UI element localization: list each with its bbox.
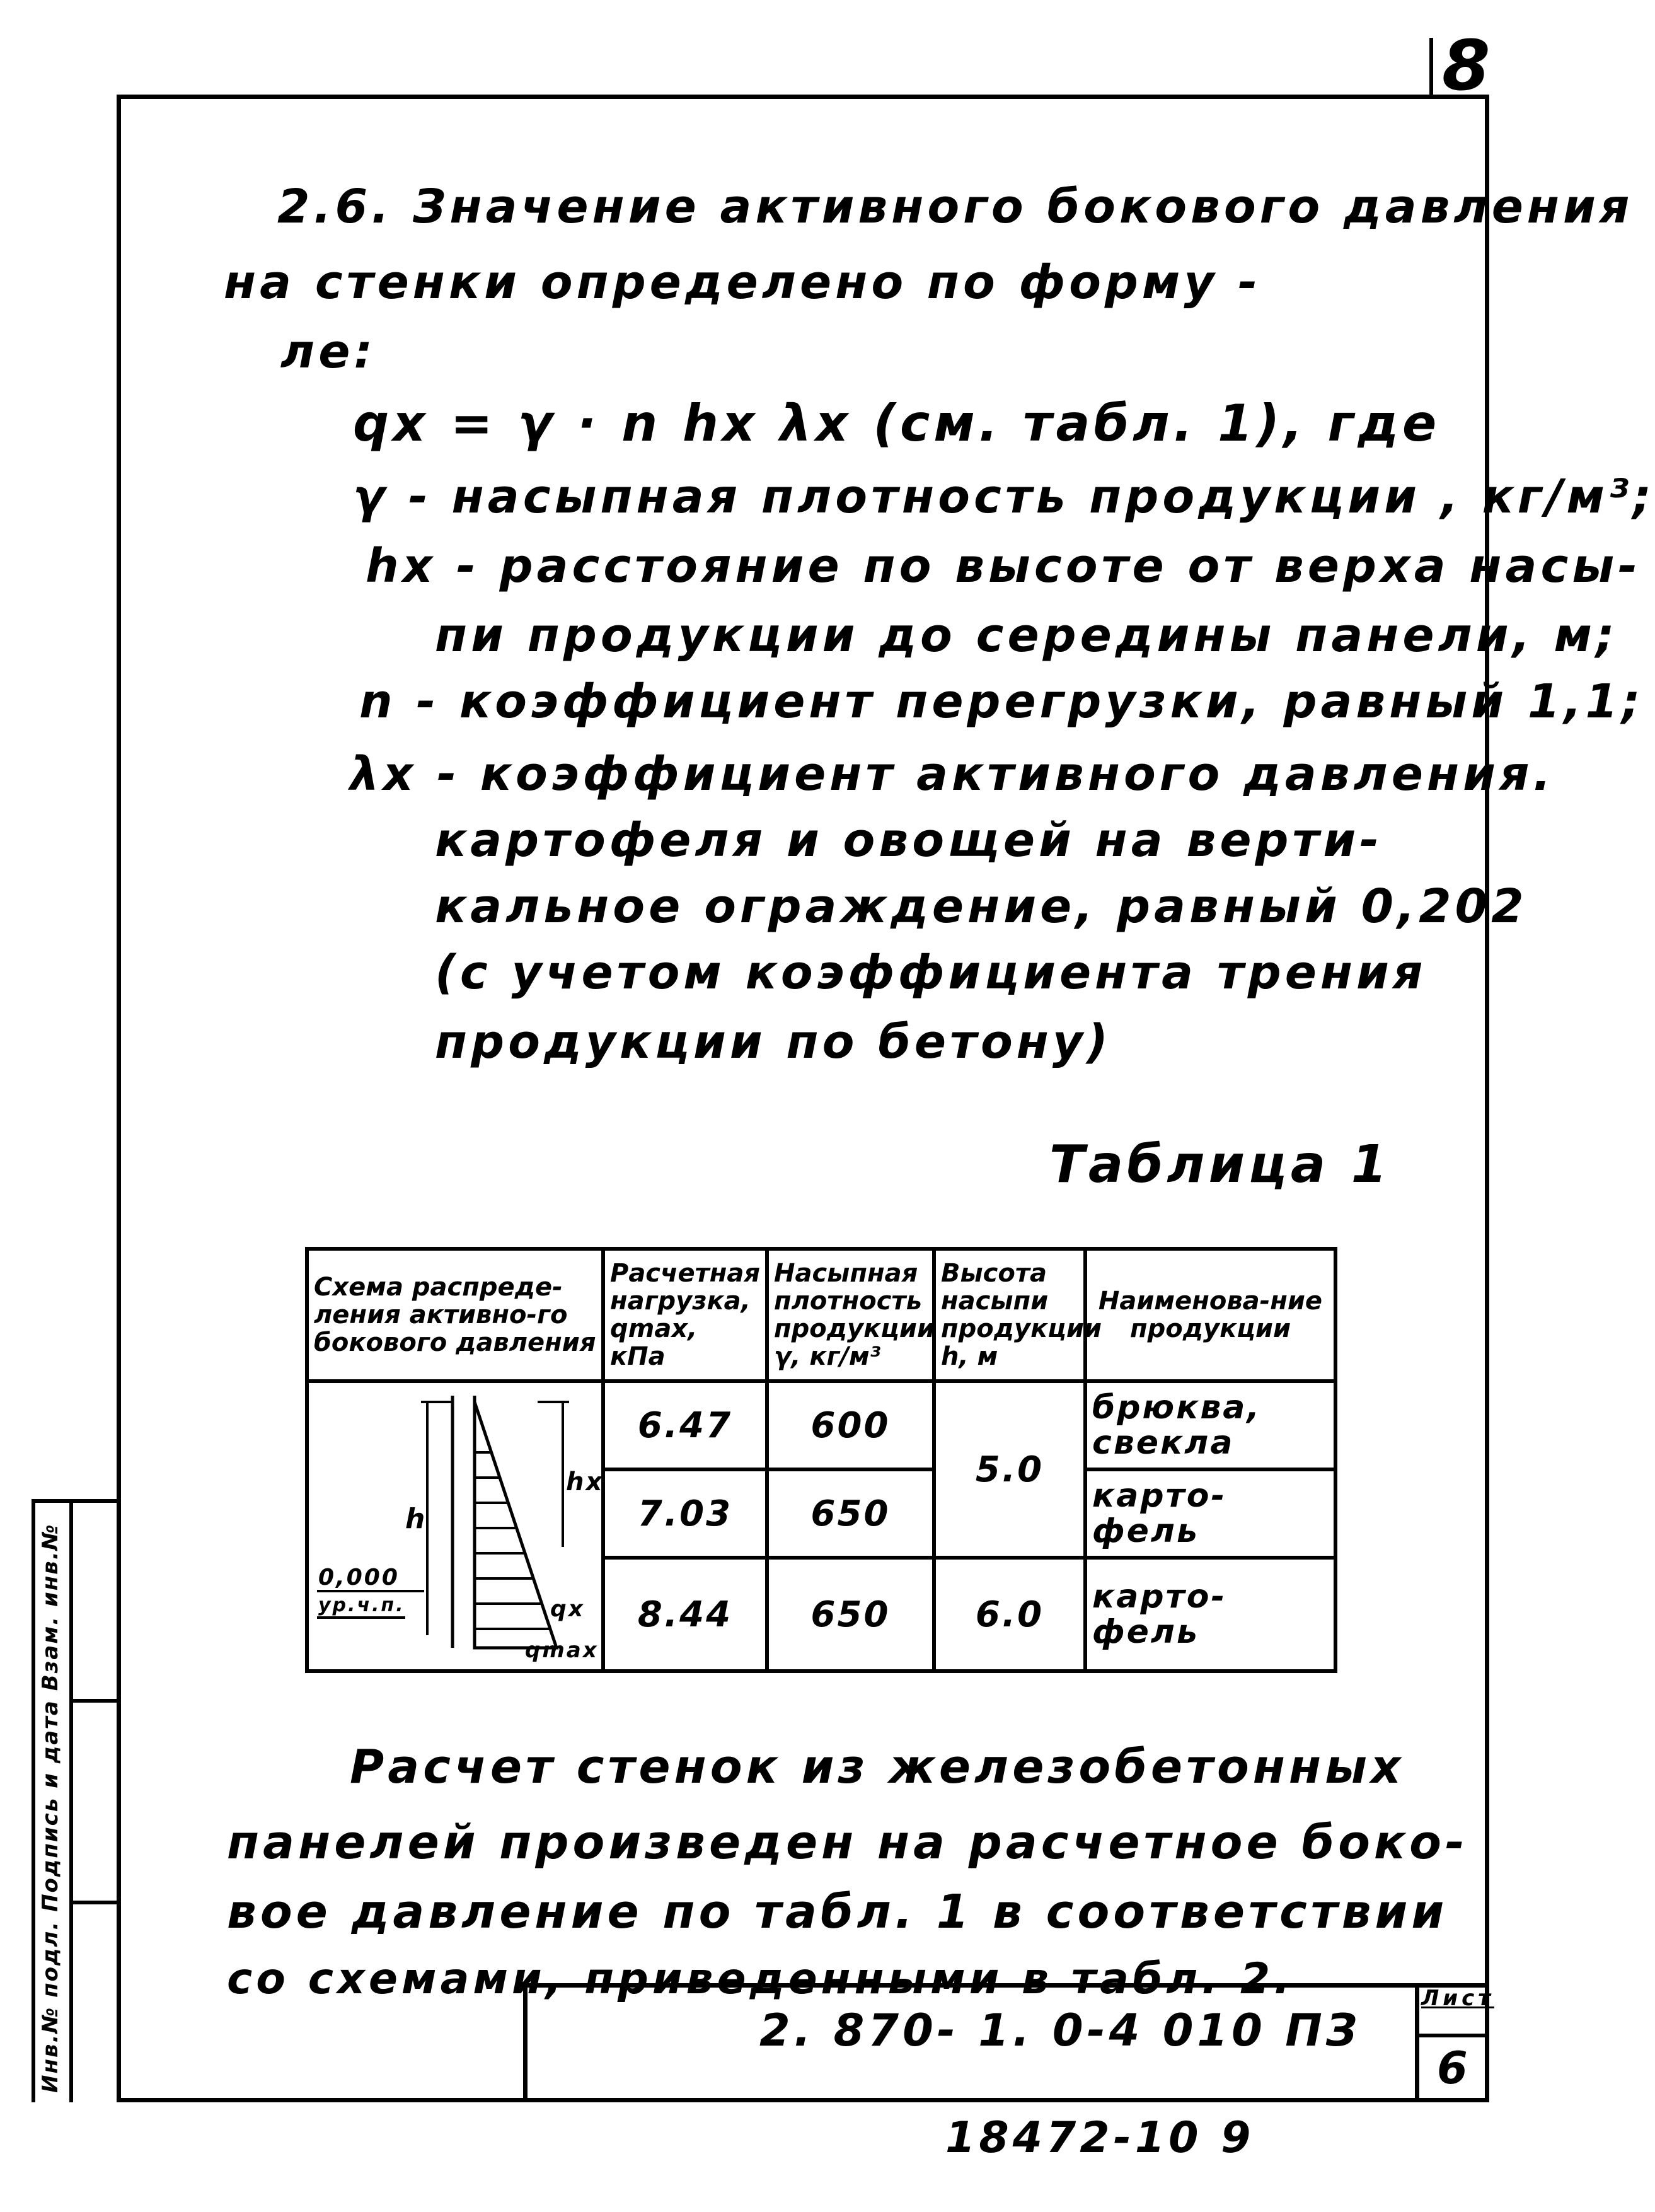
cell-density: 650 xyxy=(767,1558,934,1671)
diagram-label-level: 0,000 xyxy=(318,1565,400,1590)
definition-line: (с учетом коэффициента трения xyxy=(435,946,1427,1000)
paragraph1-line: ле: xyxy=(280,325,376,379)
diagram-label-hx: hx xyxy=(566,1468,604,1497)
side-strip-labels: Инв.№ подл. Подпись и дата Взам. инв.№ xyxy=(38,1523,63,2093)
table-header-row xyxy=(307,1249,1335,1381)
definition-line: n - коэффициент перегрузки, равный 1,1; xyxy=(359,675,1644,729)
definition-line: λx - коэффициент активного давления. xyxy=(350,747,1555,801)
diagram-label-qx: qx xyxy=(550,1596,585,1622)
header-height: Высота насыпи продукции h, м xyxy=(934,1249,1085,1381)
table-title: Таблица 1 xyxy=(1049,1135,1391,1195)
sheet-label: Лист xyxy=(1421,1986,1494,2011)
diagram-label-level-caption: ур.ч.п. xyxy=(318,1594,405,1616)
paragraph2-line: со схемами, приведенными в табл. 2. xyxy=(227,1954,1294,2004)
cell-density: 650 xyxy=(767,1469,934,1558)
definition-line: кальное ограждение, равный 0,202 xyxy=(435,879,1528,934)
header-density: Насыпная плотность продукции γ, кг/м³ xyxy=(767,1249,934,1381)
cell-product: карто-фель xyxy=(1085,1469,1335,1558)
paragraph2-line: вое давление по табл. 1 в соответствии xyxy=(227,1885,1448,1939)
sheet-page-number: 6 xyxy=(1437,2042,1472,2094)
cell-height: 6.0 xyxy=(934,1558,1085,1671)
cell-density: 600 xyxy=(767,1381,934,1469)
definition-line: пи продукции до середины панели, м; xyxy=(435,608,1618,663)
sheet-number-divider xyxy=(1429,38,1433,98)
definition-line: γ - насыпная плотность продукции , кг/м³; xyxy=(353,470,1655,524)
cell-product: брюква, свекла xyxy=(1085,1381,1335,1469)
paragraph2-line: панелей произведен на расчетное боко- xyxy=(227,1815,1468,1870)
cell-load: 8.44 xyxy=(603,1558,767,1671)
diagram-label-qmax: qmax xyxy=(525,1638,599,1663)
cell-load: 7.03 xyxy=(603,1469,767,1558)
pressure-diagram xyxy=(311,1383,604,1663)
header-scheme: Схема распреде-ления активно-го бокового давления xyxy=(307,1249,603,1381)
header-load: Расчетная нагрузка, qmax, кПа xyxy=(603,1249,767,1381)
cell-height: 5.0 xyxy=(934,1381,1085,1558)
side-strip-row-divider xyxy=(69,1901,117,1904)
cell-product: карто-фель xyxy=(1085,1558,1335,1671)
diagram-label-h: h xyxy=(405,1503,427,1535)
sheet-cell-divider xyxy=(1415,2034,1489,2037)
formula: qx = γ · n hx λx (см. табл. 1), где xyxy=(353,394,1441,453)
sheet-number: 8 xyxy=(1442,25,1491,106)
side-strip-row-divider xyxy=(69,1699,117,1703)
definition-line: hx - расстояние по высоте от верха насы- xyxy=(366,539,1641,593)
pressure-diagram-cell xyxy=(307,1381,603,1671)
document-code: 2. 870- 1. 0-4 010 ПЗ xyxy=(759,2005,1361,2056)
paragraph1-line: на стенки определено по форму - xyxy=(224,255,1262,310)
paragraph1-line: 2.6. Значение активного бокового давления xyxy=(277,180,1634,234)
header-product: Наименова-ние продукции xyxy=(1085,1249,1335,1381)
definition-line: картофеля и овощей на верти- xyxy=(435,813,1383,867)
side-strip-divider xyxy=(69,1499,73,2102)
archive-number: 18472-10 9 xyxy=(945,2113,1255,2163)
paragraph2-line: Расчет стенок из железобетонных xyxy=(350,1740,1405,1794)
cell-load: 6.47 xyxy=(603,1381,767,1469)
load-table xyxy=(305,1247,1337,1673)
table-row xyxy=(307,1381,1335,1469)
definition-line: продукции по бетону) xyxy=(435,1015,1112,1069)
